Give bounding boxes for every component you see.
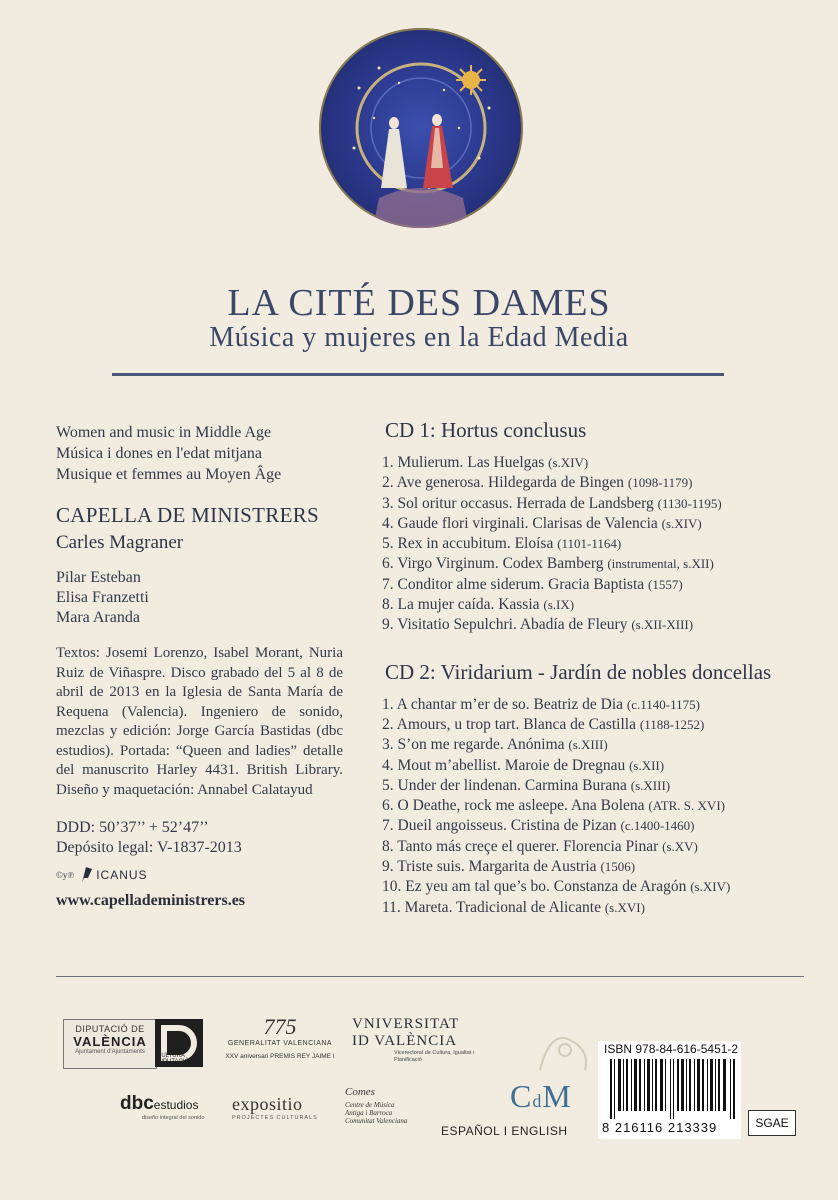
logo-text: expositio [232, 1094, 303, 1114]
track-note: (ATR. S. XVI) [648, 798, 725, 814]
right-column [382, 418, 815, 918]
cd2-title: CD 2: Viridarium - Jardín de nobles doncellas [385, 659, 772, 684]
logo-text: d [532, 1091, 543, 1111]
copyright-symbol: ©y℗ [56, 870, 75, 880]
tagline-catalan: Música i dones en l'edat mitjana [56, 445, 262, 462]
track-title: 4. Gaude flori virginali. Clarisas de Valencia [382, 514, 662, 532]
track-title: 3. Sol oritur occasus. Herrada de Landsberg [382, 494, 658, 512]
record-label-row [56, 864, 356, 886]
medallion-illustration [319, 28, 523, 228]
language-taglines [56, 422, 356, 485]
track-title: 1. A chantar m’er de so. Beatriz de Dia [382, 695, 627, 713]
track-note: (s.XVI) [604, 899, 645, 915]
track-title: 7. Dueil angoisseus. Cristina de Pizan [382, 817, 621, 835]
tagline-french: Musique et femmes au Moyen Âge [56, 466, 282, 483]
logo-text: VNIVERSITAT [352, 1016, 460, 1032]
logo-text: Vicerectorat de Cultura, Igualtat i Planificació [394, 1050, 474, 1063]
track-note: (s.XIV) [548, 455, 589, 470]
track-row [382, 837, 815, 857]
track-note: (1101-1164) [557, 536, 622, 552]
logo-text: 775 [263, 1014, 297, 1039]
track-row [382, 735, 815, 755]
picanus-logo [80, 866, 147, 884]
footer-divider [56, 976, 804, 977]
track-title: 7. Conditor alme siderum. Gracia Baptista [382, 575, 649, 593]
logo-text: XXV aniversari PREMIS REY JAIME I [225, 1053, 335, 1060]
left-column [56, 422, 356, 910]
track-title: 10. Ez yeu am tal que’s bo. Constanza de Aragón [382, 878, 691, 896]
singer-name: Mara Aranda [56, 609, 140, 626]
track-note: (instrumental, s.XII) [607, 556, 714, 572]
track-note: (s.XII-XIII) [631, 617, 694, 633]
logo-text: ID VALÈNCIA [352, 1033, 458, 1049]
track-title: 6. Virgo Virginum. Codex Bamberg [382, 555, 608, 573]
track-row [382, 473, 815, 493]
track-title: 5. Rex in accubitum. Eloísa [382, 535, 558, 553]
album-title: LA CITÉ DES DAMES [227, 282, 611, 324]
track-row [382, 595, 815, 615]
track-row [382, 554, 815, 574]
track-title: 2. Ave generosa. Hildegarda de Bingen [382, 474, 628, 492]
universitat-valencia-logo [352, 1016, 482, 1066]
singer-name: Elisa Franzetti [56, 589, 149, 606]
ddd-duration: DDD: 50’37’’ + 52’47’’ [56, 819, 209, 836]
track-row [382, 756, 815, 776]
singer-name: Pilar Esteban [56, 569, 141, 586]
track-note: (1188-1252) [639, 716, 705, 732]
singers-list [56, 568, 356, 628]
logo-text: GENERALITAT VALENCIANA [227, 1040, 333, 1047]
label-name: ICANUS [96, 868, 148, 882]
track-title: 6. O Deathe, rock me asleepe. Ana Bolena [382, 797, 649, 815]
album-subtitle: Música y mujeres en la Edad Media [209, 322, 629, 353]
track-title: 2. Amours, u trop tart. Blanca de Castilla [382, 715, 640, 733]
booklet-languages: ESPAÑOL I ENGLISH [441, 1124, 568, 1138]
director-name: Carles Magraner [56, 532, 184, 553]
expositio-logo [232, 1094, 318, 1121]
track-row [382, 898, 815, 918]
track-row [382, 695, 815, 715]
logo-text: Comes [345, 1086, 375, 1098]
track-title: 9. Visitatio Sepulchri. Abadía de Fleury [382, 616, 632, 634]
track-title: 4. Mout m’abellist. Maroie de Dregnau [382, 756, 630, 774]
logo-text: PROJECTES CULTURALS [232, 1115, 318, 1121]
track-note: (1557) [648, 576, 683, 592]
track-row [382, 877, 815, 897]
track-title: 3. S’on me regarde. Anónima [382, 736, 569, 754]
generalitat-valenciana-logo [220, 1014, 340, 1078]
cd1-title: CD 1: Hortus conclusus [385, 418, 587, 442]
title-divider [112, 373, 724, 376]
barcode-number: 8 216116 213339 [602, 1120, 718, 1135]
logo-text: C [510, 1078, 533, 1114]
sgae-badge: SGAE [748, 1110, 796, 1136]
track-note: (s.XII) [629, 757, 665, 773]
isbn-number: ISBN 978-84-616-5451-2 [604, 1042, 739, 1056]
logo-text: diseño integral del sonido [142, 1115, 205, 1121]
track-row [382, 534, 815, 554]
track-note: (s.XV) [662, 838, 698, 854]
barcode-icon [610, 1059, 736, 1119]
track-note: (s.XIII) [568, 737, 608, 753]
website-link[interactable]: www.capelladeministrers.es [56, 892, 246, 909]
comes-logo [345, 1086, 407, 1125]
track-title: 8. La mujer caída. Kassia [382, 596, 544, 614]
logo-text: Ajuntament d'Ajuntaments [75, 1049, 145, 1055]
track-note: (s.XIV) [661, 515, 702, 531]
production-credits: Textos: Josemi Lorenzo, Isabel Morant, Nuria Ruiz de Viñaspre. Disco grabado del 5 al 8 de abril de 2013 en la Iglesia de Santa María de Requena (Valencia). Ingeniero de sonido, mezclas y edición: Jorge García Bastidas (dbc estudios). Portada: “Queen and ladies” detalle del manuscrito Harley 4431. British Library. Diseño y maquetación: Annabel Calatayud [56, 645, 343, 798]
track-note: (1098-1179) [627, 475, 693, 491]
track-note: (c.1400-1460) [620, 818, 695, 834]
cd1-tracklist [382, 453, 815, 636]
diputacio-valencia-logo [63, 1019, 157, 1069]
track-title: 1. Mulierum. Las Huelgas [382, 454, 549, 471]
track-note: (s.XIII) [630, 777, 671, 793]
logo-text: dbc [120, 1093, 154, 1114]
track-row [382, 494, 815, 514]
track-note: (1130-1195) [657, 495, 722, 511]
logo-text: Centre de Música [345, 1101, 395, 1109]
track-row [382, 453, 815, 473]
logo-text [345, 1101, 407, 1125]
dbc-estudios-logo [120, 1093, 204, 1121]
track-row [382, 575, 815, 595]
logo-text: DIPUTACIÓ DE [75, 1024, 145, 1034]
logo-text: M [542, 1078, 572, 1114]
track-row [382, 857, 815, 877]
cd2-tracklist [382, 695, 815, 918]
logo-text: CULTURA DIPUTACIÓ [157, 1053, 190, 1065]
legal-deposit: Depósito legal: V-1837-2013 [56, 839, 242, 856]
logo-text: Comunitat Valenciana [345, 1117, 408, 1125]
logo-text: estudios [153, 1098, 199, 1112]
track-note: (c.1140-1175) [626, 696, 700, 712]
tagline-english: Women and music in Middle Age [56, 424, 272, 441]
track-row [382, 715, 815, 735]
track-row [382, 776, 815, 796]
cdm-logo [510, 1078, 572, 1115]
track-title: 9. Triste suis. Margarita de Austria [382, 858, 601, 876]
track-note: (s.XIV) [690, 879, 731, 895]
track-row [382, 796, 815, 816]
track-title: 8. Tanto más creçe el querer. Florencia Pinar [382, 837, 663, 855]
picanus-mark-icon [80, 866, 94, 884]
ensemble-name: CAPELLA DE MINISTRERS [56, 503, 319, 527]
logo-text: VALÈNCIA [73, 1034, 147, 1049]
decorative-watermark-icon [530, 1020, 600, 1080]
duration-info [56, 818, 356, 858]
track-title: 11. Mareta. Tradicional de Alicante [382, 898, 605, 916]
logo-text: Antiga i Barroca [345, 1109, 393, 1117]
track-row [382, 816, 815, 836]
track-note: (1506) [600, 859, 636, 875]
track-title: 5. Under der lindenan. Carmina Burana [382, 776, 631, 794]
track-row [382, 615, 815, 635]
cover-medallion-image [319, 28, 523, 228]
track-row [382, 514, 815, 534]
track-note: (s.IX) [543, 597, 575, 613]
cultura-diputacio-logo [155, 1019, 203, 1067]
